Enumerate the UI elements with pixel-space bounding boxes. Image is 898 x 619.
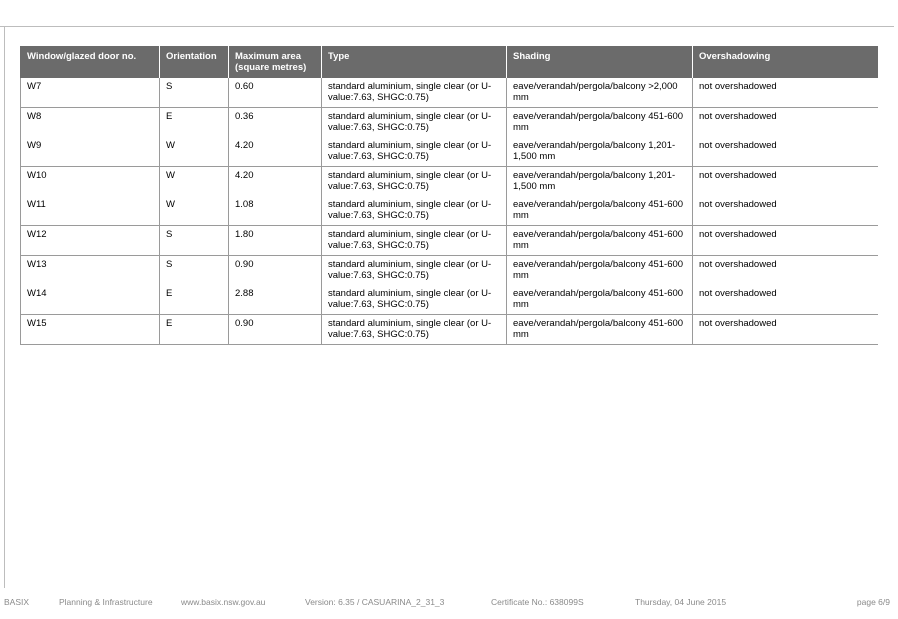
cell-area: 4.20 [229, 137, 322, 167]
footer-version: Version: 6.35 / CASUARINA_2_31_3 [305, 597, 445, 607]
cell-shading: eave/verandah/pergola/balcony 451-600 mm [507, 108, 693, 138]
cell-orientation: E [160, 108, 229, 138]
cell-shading: eave/verandah/pergola/balcony 451-600 mm [507, 196, 693, 226]
cell-window-no: W11 [21, 196, 160, 226]
footer-date: Thursday, 04 June 2015 [635, 597, 727, 607]
table-row [21, 137, 878, 167]
windows-table [20, 46, 878, 345]
footer-page-number: page 6/9 [856, 597, 890, 607]
header-shading: Shading [507, 46, 693, 78]
cell-area: 0.36 [229, 108, 322, 138]
cell-type: standard aluminium, single clear (or U-value:7.63, SHGC:0.75) [322, 226, 507, 256]
cell-type: standard aluminium, single clear (or U-value:7.63, SHGC:0.75) [322, 137, 507, 167]
cell-overshadowing: not overshadowed [693, 315, 878, 345]
header-max-area: Maximum area (square metres) [229, 46, 322, 78]
footer-website: www.basix.nsw.gov.au [181, 597, 266, 607]
left-rule [4, 26, 5, 588]
cell-area: 1.80 [229, 226, 322, 256]
cell-shading: eave/verandah/pergola/balcony 1,201-1,500 mm [507, 167, 693, 197]
cell-overshadowing: not overshadowed [693, 226, 878, 256]
table-row [21, 196, 878, 226]
table-row [21, 78, 878, 108]
cell-orientation: E [160, 315, 229, 345]
cell-overshadowing: not overshadowed [693, 285, 878, 315]
cell-window-no: W15 [21, 315, 160, 345]
cell-overshadowing: not overshadowed [693, 256, 878, 286]
cell-window-no: W14 [21, 285, 160, 315]
footer-department: Planning & Infrastructure [59, 597, 153, 607]
cell-type: standard aluminium, single clear (or U-value:7.63, SHGC:0.75) [322, 315, 507, 345]
cell-type: standard aluminium, single clear (or U-value:7.63, SHGC:0.75) [322, 196, 507, 226]
cell-area: 0.90 [229, 315, 322, 345]
cell-type: standard aluminium, single clear (or U-value:7.63, SHGC:0.75) [322, 167, 507, 197]
header-window-no: Window/glazed door no. [21, 46, 160, 78]
cell-type: standard aluminium, single clear (or U-value:7.63, SHGC:0.75) [322, 285, 507, 315]
cell-orientation: W [160, 137, 229, 167]
cell-area: 4.20 [229, 167, 322, 197]
footer-certificate: Certificate No.: 638099S [491, 597, 584, 607]
table-row [21, 108, 878, 138]
cell-type: standard aluminium, single clear (or U-value:7.63, SHGC:0.75) [322, 78, 507, 108]
cell-overshadowing: not overshadowed [693, 196, 878, 226]
table-header-row [21, 46, 878, 78]
cell-shading: eave/verandah/pergola/balcony 451-600 mm [507, 315, 693, 345]
table-row [21, 167, 878, 197]
cell-type: standard aluminium, single clear (or U-value:7.63, SHGC:0.75) [322, 108, 507, 138]
cell-overshadowing: not overshadowed [693, 137, 878, 167]
header-overshadowing: Overshadowing [693, 46, 878, 78]
cell-orientation: E [160, 285, 229, 315]
cell-shading: eave/verandah/pergola/balcony >2,000 mm [507, 78, 693, 108]
cell-orientation: W [160, 196, 229, 226]
cell-window-no: W7 [21, 78, 160, 108]
table-row [21, 226, 878, 256]
table-row [21, 315, 878, 345]
cell-window-no: W13 [21, 256, 160, 286]
top-rule [0, 26, 894, 27]
cell-window-no: W10 [21, 167, 160, 197]
cell-orientation: S [160, 256, 229, 286]
cell-shading: eave/verandah/pergola/balcony 1,201-1,500 mm [507, 137, 693, 167]
page-footer [4, 597, 890, 609]
cell-orientation: W [160, 167, 229, 197]
cell-overshadowing: not overshadowed [693, 108, 878, 138]
table-row [21, 285, 878, 315]
cell-area: 0.60 [229, 78, 322, 108]
cell-area: 1.08 [229, 196, 322, 226]
cell-orientation: S [160, 78, 229, 108]
cell-shading: eave/verandah/pergola/balcony 451-600 mm [507, 256, 693, 286]
cell-shading: eave/verandah/pergola/balcony 451-600 mm [507, 285, 693, 315]
cell-window-no: W8 [21, 108, 160, 138]
table-row [21, 256, 878, 286]
cell-overshadowing: not overshadowed [693, 167, 878, 197]
cell-window-no: W9 [21, 137, 160, 167]
footer-brand: BASIX [4, 597, 30, 607]
cell-overshadowing: not overshadowed [693, 78, 878, 108]
header-orientation: Orientation [160, 46, 229, 78]
cell-type: standard aluminium, single clear (or U-value:7.63, SHGC:0.75) [322, 256, 507, 286]
cell-shading: eave/verandah/pergola/balcony 451-600 mm [507, 226, 693, 256]
cell-window-no: W12 [21, 226, 160, 256]
cell-area: 0.90 [229, 256, 322, 286]
cell-orientation: S [160, 226, 229, 256]
cell-area: 2.88 [229, 285, 322, 315]
header-type: Type [322, 46, 507, 78]
